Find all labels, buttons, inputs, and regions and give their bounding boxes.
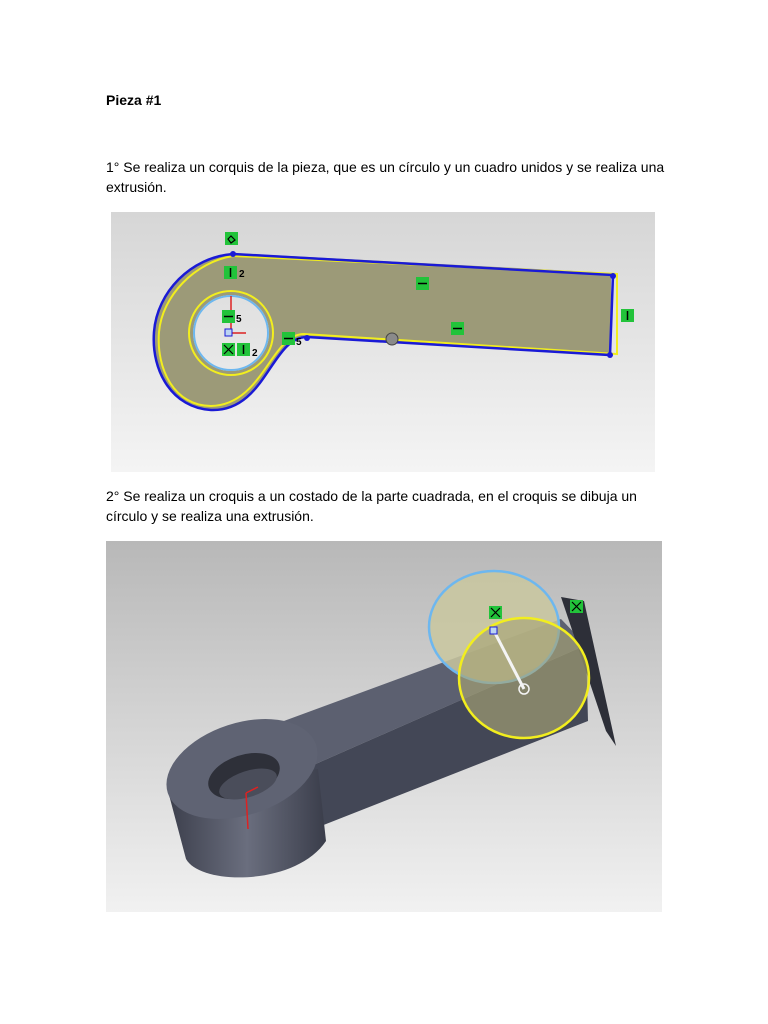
sketch-point-marker [490, 627, 497, 634]
coincident-relation-icon [489, 606, 502, 619]
page-title: Pieza #1 [106, 92, 162, 108]
sketch-point [230, 251, 236, 257]
origin-marker [225, 329, 232, 336]
sketch-point [607, 352, 613, 358]
relation-label: 5 [236, 314, 242, 325]
step-1-text: 1° Se realiza un corquis de la pieza, que es un círculo y un cuadro unidos y se realiza una extrusión. [106, 159, 665, 195]
vertical-relation-icon [621, 309, 634, 322]
vertical-relation-icon [224, 266, 245, 280]
sketch-point [610, 273, 616, 279]
horizontal-relation-icon [416, 277, 429, 290]
extrusion-preview-circle [459, 618, 589, 738]
step-2-text: 2° Se realiza un croquis a un costado de la parte cuadrada, en el croquis se dibuja un círculo y se realiza una extrusión. [106, 488, 637, 524]
coincident-relation-icon [570, 600, 583, 613]
relation-label: 5 [296, 337, 302, 348]
relation-label: 2 [239, 269, 245, 280]
sketch-figure-1 [111, 212, 655, 472]
model-figure-2 [106, 541, 662, 912]
coincident-relation-icon [225, 232, 238, 245]
relation-label: 2 [252, 348, 258, 359]
horizontal-relation-icon [451, 322, 464, 335]
fixed-point-icon [386, 333, 398, 345]
sketch-point [304, 335, 310, 341]
